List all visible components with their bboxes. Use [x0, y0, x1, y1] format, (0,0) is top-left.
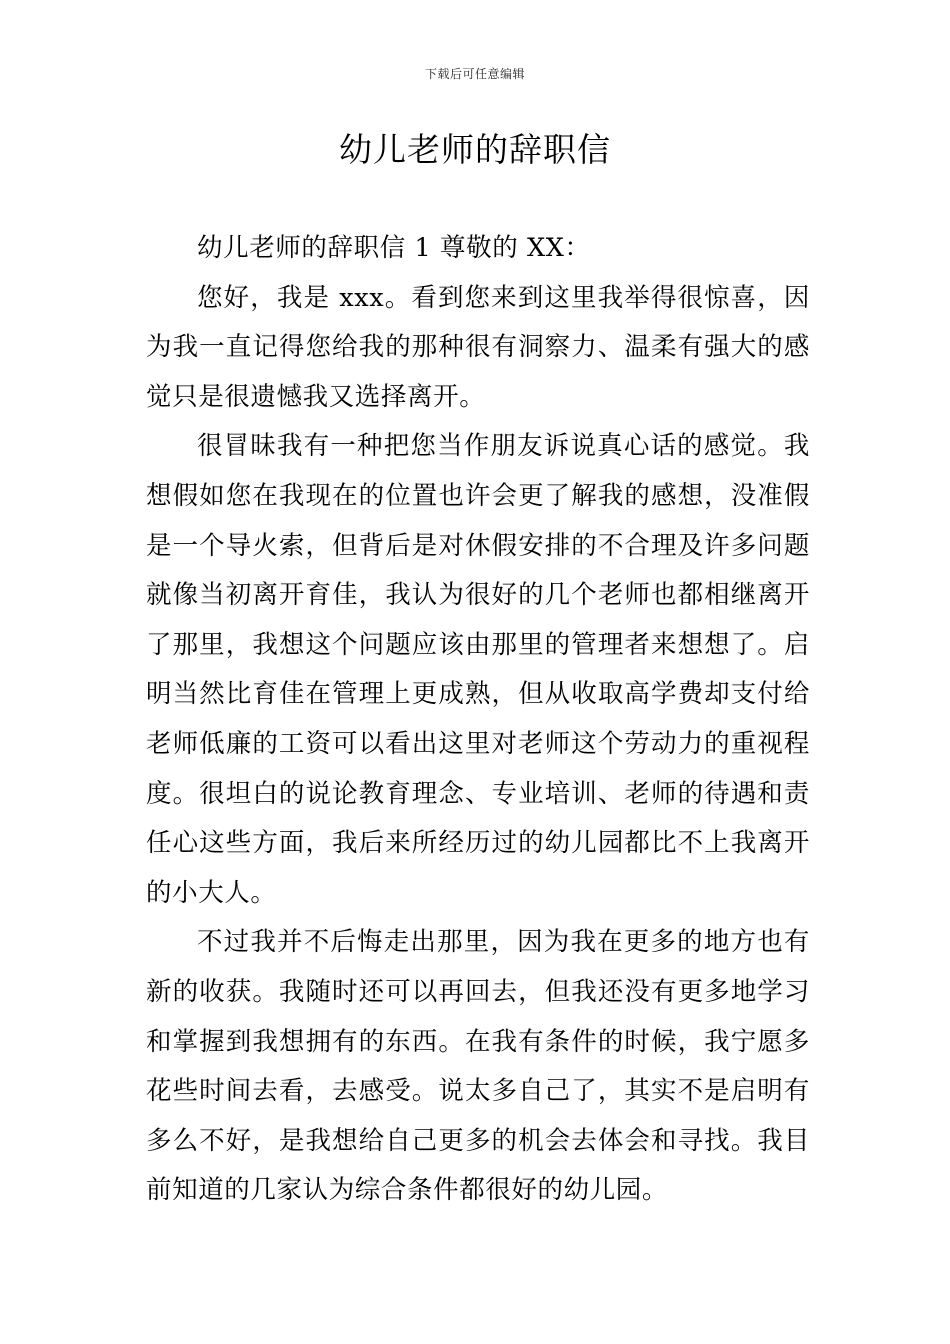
document-title: 幼儿老师的辞职信 — [339, 130, 611, 169]
paragraph-reasons: 很冒昧我有一种把您当作朋友诉说真心话的感觉。我想假如您在我现在的位置也许会更了解我的感想，没准假是一个导火索，但背后是对休假安排的不合理及许多问题就像当初离开育佳，我认为很好的几个老师也都相继离开了那里，我想这个问题应该由那里的管理者来想想了。启明当然比育佳在管理上更成熟，但从收取高学费却支付给老师低廉的工资可以看出这里对老师这个劳动力的重视程度。很坦白的说论教育理念、专业培训、老师的待遇和责任心这些方面，我后来所经历过的幼儿园都比不上我离开的小大人。 — [146, 431, 810, 908]
paragraph-salutation: 幼儿老师的辞职信 1 尊敬的 XX： — [197, 233, 591, 263]
header-note: 下载后可任意编辑 — [424, 67, 525, 81]
document-body — [146, 224, 810, 1216]
paragraph-greeting: 您好，我是 xxx。看到您来到这里我举得很惊喜，因为我一直记得您给我的那种很有洞察力、温柔有强大的感觉只是很遗憾我又选择离开。 — [146, 282, 810, 412]
paragraph-reflection: 不过我并不后悔走出那里，因为我在更多的地方也有新的收获。我随时还可以再回去，但我还没有更多地学习和掌握到我想拥有的东西。在我有条件的时候，我宁愿多花些时间去看，去感受。说太多自己了，其实不是启明有多么不好，是我想给自己更多的机会去体会和寻找。我目前知道的几家认为综合条件都很好的幼儿园。 — [146, 927, 810, 1206]
